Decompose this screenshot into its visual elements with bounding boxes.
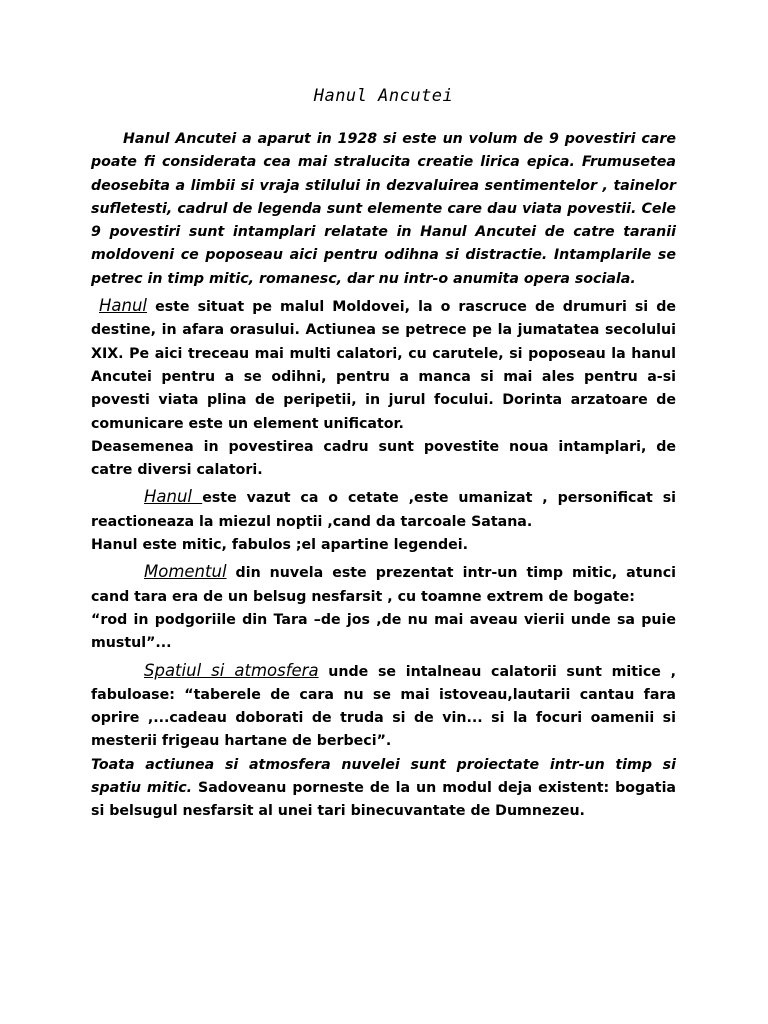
italic-sentence: Toata actiunea si atmosfera nuvelei sunt proiectate intr-un timp si spatiu mitic. [91,756,676,797]
paragraph-momentul [91,560,676,609]
keyword-hanul-2: Hanul [144,487,203,507]
paragraph-text: unde se intalneau calatorii sunt mitice , fabuloase: “taberele de cara nu se mai istoveau,lautarii cantau fara oprire ,...cadeau doborati de truda si de vin... si la focuri oamenii si mesterii frigeau hartane de berbeci”. [91,663,676,750]
keyword-hanul: Hanul [99,296,148,316]
paragraph-text: este situat pe malul Moldovei, la o rascruce de drumuri si de destine, in afara orasului. Actiunea se petrece pe la jumatatea secolului XIX. Pe aici treceau mai multi calatori, cu carutele, si poposeau la hanul Ancutei pentru a se odihni, pentru a manca si mai ales pentru a-si povesti viata plina de peripetii, in jurul focului. Dorinta arzatoare de comunicare este un element unificator. [91,299,676,432]
paragraph-povestirea-cadru: Deasemenea in povestirea cadru sunt povestite noua intamplari, de catre diversi calatori. [91,438,676,479]
paragraph-han-location [91,294,676,436]
keyword-spatiul-atmosfera: Spatiul si atmosfera [144,660,319,680]
paragraph-timp-mitic [91,754,676,824]
paragraph-han-personificat [91,485,676,534]
paragraph-han-mitic: Hanul este mitic, fabulos ;el apartine legendei. [91,537,468,554]
intro-paragraph: Hanul Ancutei a aparut in 1928 si este un volum de 9 povestiri care poate fi considerata cea mai stralucita creatie lirica epica. Frumusetea deosebita a limbii si vraja stilului in dezvaluirea sentimentelor , tainelor sufletesti, cadrul de legenda sunt elemente care dau viata povestii. Cele 9 povestiri sunt intamplari relatate in Hanul Ancutei de catre taranii moldoveni ce poposeau aici pentru odihna si distractie. Intamplarile se petrec in timp mitic, romanesc, dar nu intr-o anumita opera sociala. [91,131,676,287]
quote-podgorii: “rod in podgoriile din Tara –de jos ,de nu mai aveau vierii unde sa puie mustul”... [91,611,676,652]
document-title: Hanul Ancutei [313,86,454,106]
paragraph-spatiul [91,659,676,754]
keyword-momentul: Momentul [144,562,227,582]
paragraph-text: din nuvela este prezentat intr-un timp mitic, atunci cand tara era de un belsug nesfarsit , cu toamne extrem de bogate: [91,565,676,605]
paragraph-text: este vazut ca o cetate ,este umanizat , personificat si reactioneaza la miezul noptii ,cand da tarcoale Satana. [91,490,676,530]
paragraph-text: Sadoveanu porneste de la un modul deja existent: bogatia si belsugul nesfarsit al unei tari binecuvantate de Dumnezeu. [91,780,677,820]
